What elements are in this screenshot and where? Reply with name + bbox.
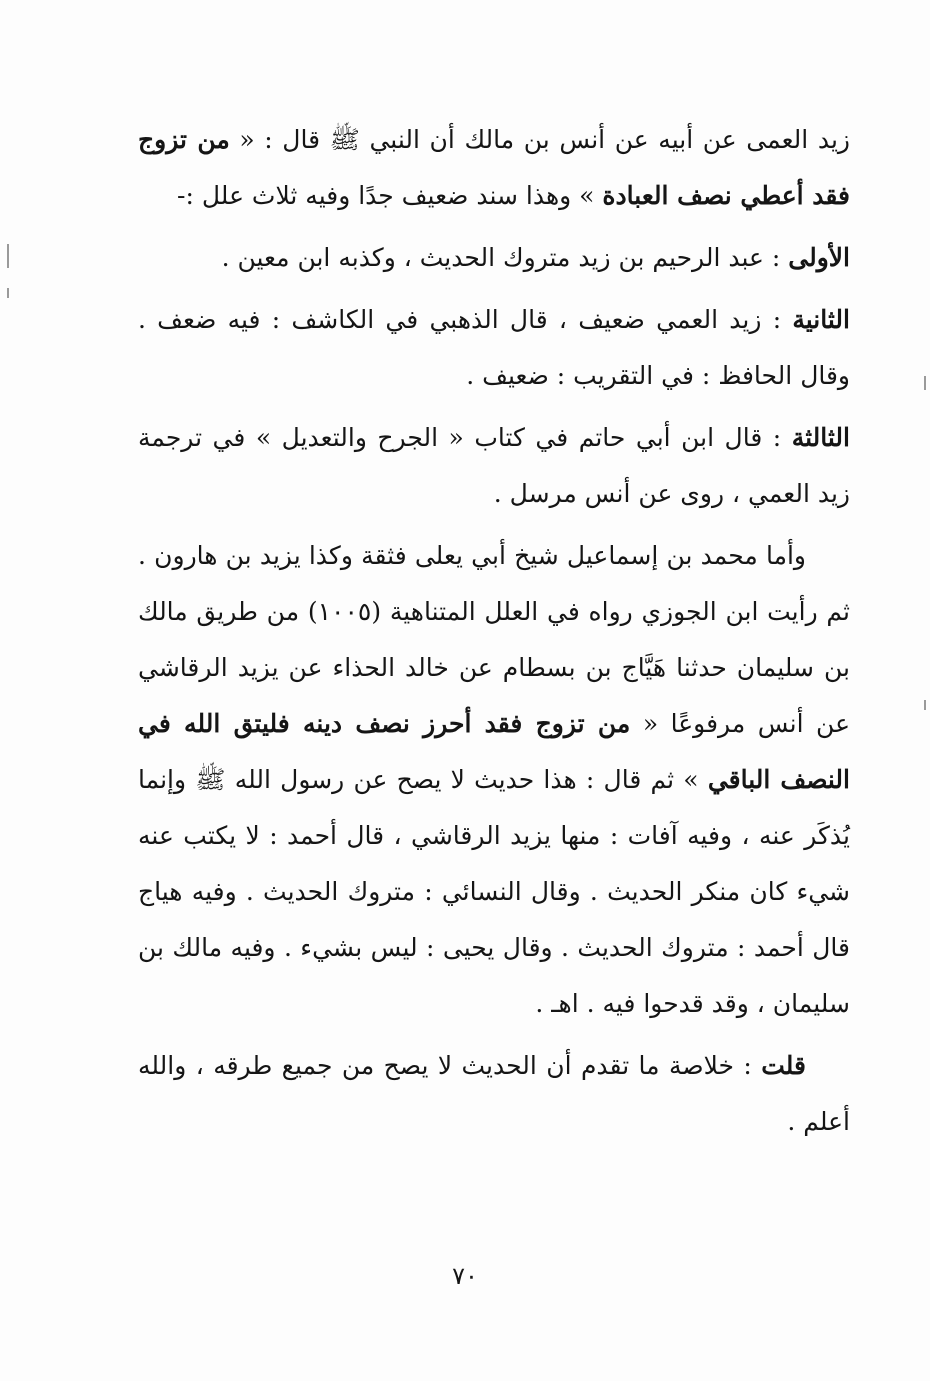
paragraph-text: وأما محمد بن إسماعيل شيخ أبي يعلى فثقة وكذا يزيد بن هارون . ثم رأيت ابن الجوزي رواه في العلل المتناهية (١٠٠٥) من طريق مالك بن سليمان حدثنا هَيَّاج بن بسطام عن خالد الحذاء عن يزيد الرقاشي عن أنس مرفوعًا «: [138, 541, 850, 738]
scan-margin-mark: [924, 376, 926, 390]
scan-margin-mark: [7, 288, 9, 298]
body-text: [138, 112, 850, 1156]
paragraph-text: : قال ابن أبي حاتم في كتاب « الجرح والتعديل » في ترجمة زيد العمي ، روى عن أنس مرسل .: [138, 423, 850, 508]
paragraph-lead-word: الثالثة: [791, 423, 850, 452]
paragraph-narrators: [138, 528, 850, 1032]
hadith-quote: من تزوج فقد أعطي نصف العبادة: [138, 125, 850, 210]
paragraph-text: » وهذا سند ضعيف جدًا وفيه ثلاث علل :-: [177, 181, 603, 210]
paragraph-lead-word: الثانية: [792, 305, 850, 334]
paragraph-text: : خلاصة ما تقدم أن الحديث لا يصح من جميع طرقه ، والله أعلم .: [138, 1051, 850, 1136]
paragraph-text: » ثم قال : هذا حديث لا يصح عن رسول الله ﷺ وإنما يُذكَر عنه ، وفيه آفات : منها يزيد الرقاشي ، قال أحمد : لا يكتب عنه شيء كان منكر الحديث . وقال النسائي : متروك الحديث . وفيه هياج قال أحمد : متروك الحديث . وقال يحيى : ليس بشيء . وفيه مالك بن سليمان ، وقد قدحوا فيه . اهـ .: [138, 765, 850, 1018]
paragraph-second-defect: [138, 292, 850, 404]
paragraph-text: زيد العمى عن أبيه عن أنس بن مالك أن النبي ﷺ قال : «: [229, 125, 850, 154]
paragraph-conclusion: [138, 1038, 850, 1150]
scan-margin-mark: [7, 244, 9, 268]
paragraph-first-defect: [138, 230, 850, 286]
paragraph-lead-word: الأولى: [788, 243, 850, 272]
paragraph-text: : زيد العمي ضعيف ، قال الذهبي في الكاشف : فيه ضعف . وقال الحافظ : في التقريب : ضعيف .: [138, 305, 850, 390]
paragraph-lead-word: قلت: [761, 1051, 806, 1080]
paragraph-hadith-intro: [138, 112, 850, 224]
hadith-quote: من تزوج فقد أحرز نصف دينه فليتق الله في النصف الباقي: [138, 709, 850, 794]
paragraph-text: : عبد الرحيم بن زيد متروك الحديث ، وكذبه ابن معين .: [221, 243, 789, 272]
scan-margin-mark: [924, 700, 926, 710]
paragraph-third-defect: [138, 410, 850, 522]
page-number: ٧٠: [452, 1262, 478, 1290]
